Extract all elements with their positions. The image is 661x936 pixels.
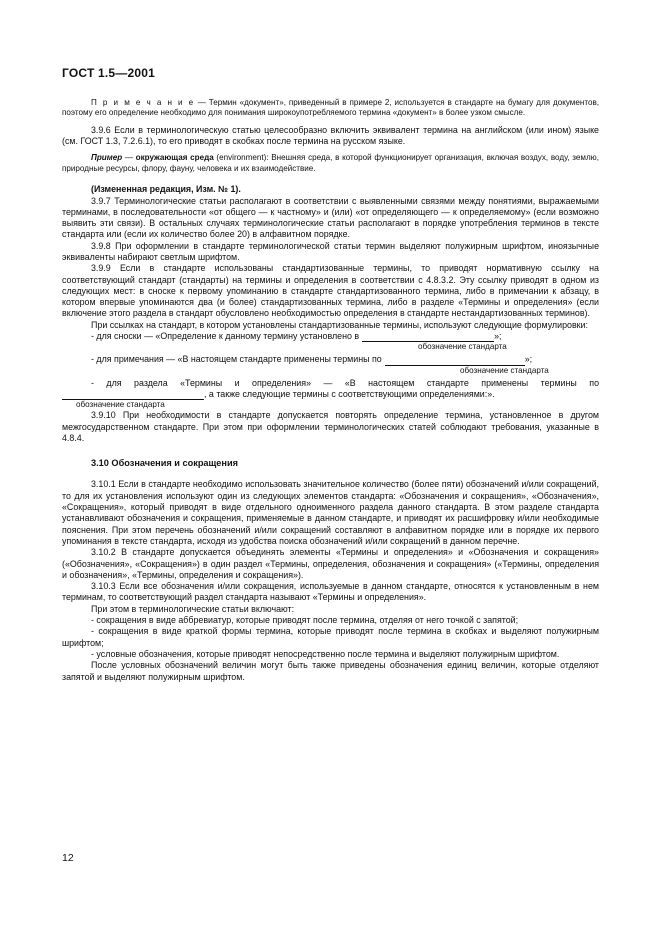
list-item: - сокращения в виде краткой формы термина, которые приводят после термина в скобках и выделяют полужирным шрифтом;	[62, 626, 599, 648]
paragraph-3-10-1: 3.10.1 Если в стандарте необходимо использовать значительное количество (более пяти) обозначений и/или сокращений, то для их установления используют один из следующих элементов стандарта: «Обозначения и сокращения», «Обозначения», «Сокращения», который приводят в виде отдельного одноименного раздела данного стандарта. В этом разделе стандарта устанавливают обозначения и сокращения, применяемые в данном стандарте, и приводят их расшифровку и/или необходимые пояснения. При этом перечень обозначений и/или сокращений составляют в алфавитном порядке или в порядке их первого упоминания в тексте стандарта, исходя из удобства поиска обозначений и/или сокращений в данном перечне.	[62, 479, 599, 546]
example-dash: —	[122, 153, 136, 163]
example-label: Пример	[91, 153, 123, 163]
formula-footnote-end: »;	[494, 331, 502, 342]
paragraph-3-10-3: 3.10.3 Если все обозначения и/или сокращения, используемые в данном стандарте, относятся к установленным в нем терминам, то соответствующий раздел стандарта называют «Термины и определения».	[62, 581, 599, 603]
example-term: окружающая среда	[135, 153, 214, 163]
page-header: ГОСТ 1.5—2001	[62, 66, 155, 80]
note-paragraph	[62, 98, 599, 119]
formula-footnote-blank	[362, 332, 494, 342]
formula-note-text: - для примечания — «В настоящем стандарте применены термины по	[91, 354, 382, 365]
paragraph-3-9-8: 3.9.8 При оформлении в стандарте терминологической статьи термин выделяют полужирным шрифтом, иноязычные эквиваленты набирают светлым шрифтом.	[62, 240, 599, 262]
paragraph-include: При этом в терминологические статьи включают:	[91, 603, 295, 614]
paragraph-last: После условных обозначений величин могут быть также приведены обозначения единиц величин, которые отделяют запятой и выделяют полужирным шрифтом.	[62, 660, 599, 682]
page-number: 12	[62, 852, 74, 864]
paragraph-refs: При ссылках на стандарт, в котором установлены стандартизованные термины, используют следующие формулировки:	[91, 319, 588, 330]
formula-note-end: »;	[524, 354, 533, 365]
list-item: - условные обозначения, которые приводят непосредственно после термина и выделяют полужирным шрифтом.	[91, 648, 560, 659]
formula-section-end: , а также следующие термины с соответствующими определениями:».	[204, 388, 495, 399]
example-text: (environment): Внешняя среда, в которой функционирует организация, включая воздух, воду, землю, природные ресурсы, флору, фауну, человека и их взаимодействие.	[62, 153, 599, 173]
note-text: — Термин «документ», приведенный в примере 2, используется в стандарте на бумагу для документов, поэтому его определение необходимо для понимания широкоупотребляемого термина «документ» в более узком смысле.	[62, 98, 599, 118]
formula-section-blank	[62, 390, 204, 400]
edition-note: (Измененная редакция, Изм. № 1).	[91, 184, 241, 195]
section-title: 3.10 Обозначения и сокращения	[91, 458, 238, 469]
formula-footnote-text: - для сноски — «Определение к данному термину установлено в	[91, 331, 360, 342]
formula-footnote-caption: обозначение стандарта	[418, 342, 507, 352]
paragraph-3-9-10: 3.9.10 При необходимости в стандарте допускается повторять определение термина, установленное в другом межгосударственном стандарте. При этом при оформлении терминологических статей соблюдают требования, указанные в 4.8.4.	[62, 410, 599, 443]
formula-footnote	[62, 331, 599, 342]
formula-section-caption: обозначение стандарта	[76, 400, 165, 410]
page-content	[62, 98, 599, 683]
formula-note-caption: обозначение стандарта	[460, 365, 549, 375]
paragraph-3-10-2: 3.10.2 В стандарте допускается объединять элементы «Термины и определения» и «Обозначения и сокращения» («Обозначения», «Сокращения») в один раздел «Термины, определения, обозначения и сокращения» («Термины, определения и обозначения», «Термины, определения и сокращения»).	[62, 547, 599, 580]
example-paragraph	[62, 153, 599, 174]
formula-note	[62, 354, 599, 365]
note-label: П р и м е ч а н и е	[91, 98, 195, 107]
formula-note-blank	[385, 356, 525, 366]
paragraph-3-9-9: 3.9.9 Если в стандарте использованы стандартизованные термины, то приводят нормативную ссылку на соответствующий стандарт (стандарты) на термины и определения в соответствии с 4.8.3.2. Эту ссылку приводят в одном из следующих мест: в сноске к первому упоминанию в стандарте стандартизованного термина, либо в примечании к абзацу, в котором впервые упоминаются два (и более) стандартизованных термина, либо в разделе «Термины и определения» (если включение этого раздела в стандарт обусловлено необходимостью определения в стандарте нестандартизованных терминов).	[62, 263, 599, 319]
paragraph-3-9-6: 3.9.6 Если в терминологическую статью целесообразно включить эквивалент термина на английском (или ином) языке (см. ГОСТ 1.3, 7.2.6.1), то его приводят в скобках после термина на русском языке.	[62, 124, 599, 147]
paragraph-3-9-7: 3.9.7 Терминологические статьи располагают в соответствии с выявленными связями между понятиями, выражаемыми терминами, в последовательности «от общего — к частному» и (или) «от определяющего — к определяемому» (если возможно выявить эти связи). В остальных случаях терминологические статьи располагают в порядке употребления терминов в тексте стандарта или (если их количество более 20) в алфавитном порядке.	[62, 195, 599, 240]
formula-section: - для раздела «Термины и определения» — «В настоящем стандарте применены термины по	[91, 377, 599, 388]
list-item: - сокращения в виде аббревиатур, которые приводят после термина, отделяя от него точкой с запятой;	[91, 615, 519, 626]
formula-section-cont	[62, 389, 599, 400]
